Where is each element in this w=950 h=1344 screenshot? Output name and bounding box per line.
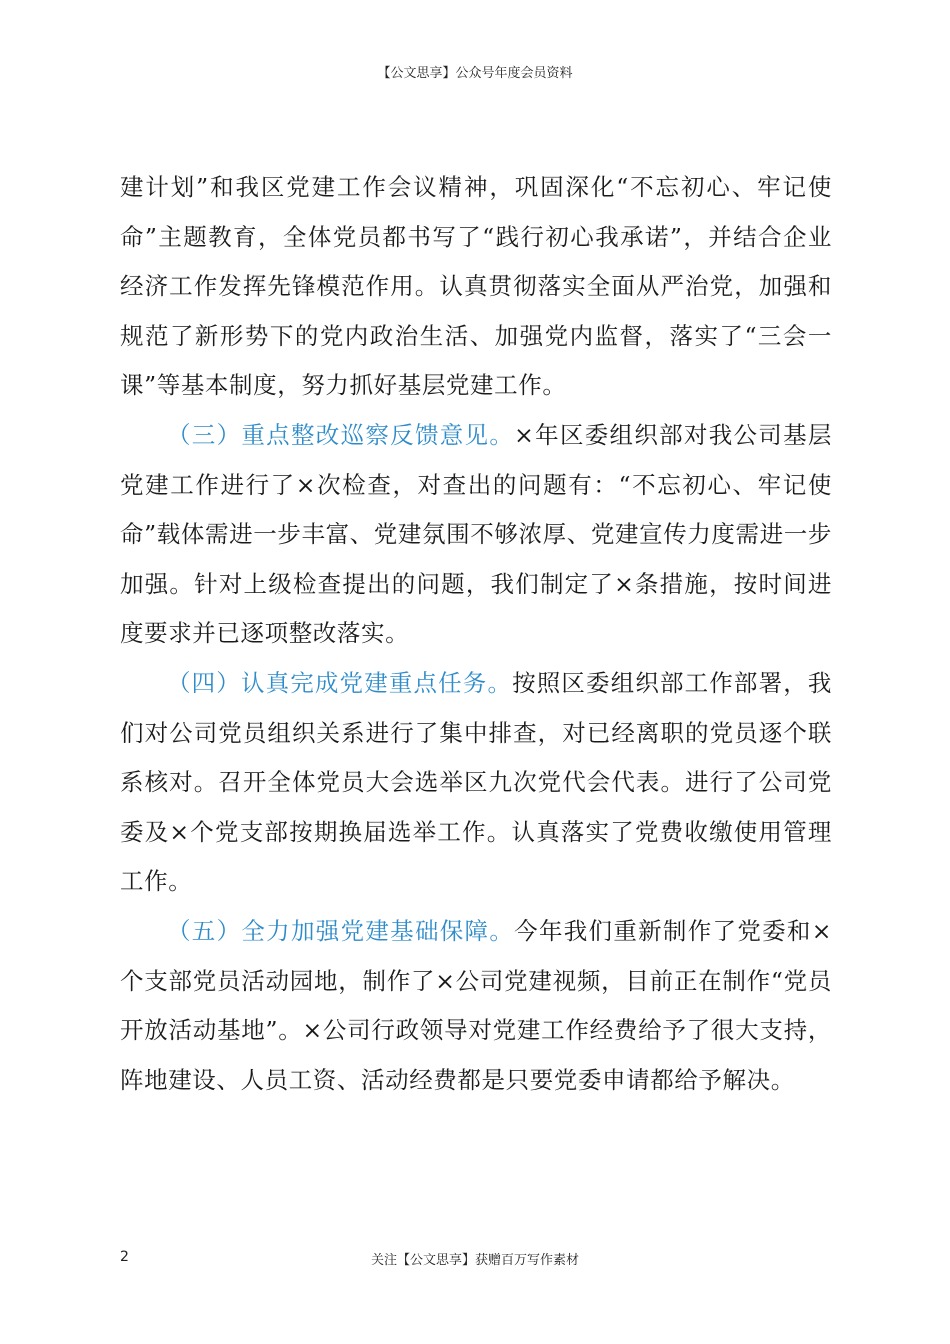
paragraph-text: 按照区委组织部工作部署，我们对公司党员组织关系进行了集中排查，对已经离职的党员逐个联系核对。召开全体党员大会选举区九次党代会代表。进行了公司党委及×个党支部按期换届选举工作。认真落实了党费收缴使用管理工作。	[120, 668, 832, 896]
section-heading: （五）全力加强党建基础保障。	[167, 916, 515, 945]
page-footer: 关注【公文思享】获赠百万写作素材	[370, 1253, 579, 1268]
section-heading: （四）认真完成党建重点任务。	[167, 668, 513, 697]
paragraph-text: 今年我们重新制作了党委和×个支部党员活动园地，制作了×公司党建视频，目前正在制作“党员开放活动基地”。×公司行政领导对党建工作经费给予了很大支持，阵地建设、人员工资、活动经费都是只要党委申请都给予解决。	[120, 916, 832, 1094]
paragraph-continuation	[120, 163, 832, 411]
paragraph-text: ×年区委组织部对我公司基层党建工作进行了×次检查，对查出的问题有：“不忘初心、牢记使命”载体需进一步丰富、党建氛围不够浓厚、党建宣传力度需进一步加强。针对上级检查提出的问题，我们制定了×条措施，按时间进度要求并已逐项整改落实。	[120, 420, 832, 648]
paragraph-section-3	[120, 411, 832, 659]
paragraph-section-5	[120, 907, 832, 1105]
document-body	[120, 163, 832, 1105]
page-header: 【公文思享】公众号年度会员资料	[377, 66, 573, 81]
paragraph-text: 建计划”和我区党建工作会议精神，巩固深化“不忘初心、牢记使命”主题教育，全体党员都书写了“践行初心我承诺”，并结合企业经济工作发挥先锋模范作用。认真贯彻落实全面从严治党，加强和规范了新形势下的党内政治生活、加强党内监督，落实了“三会一课”等基本制度，努力抓好基层党建工作。	[120, 173, 832, 400]
paragraph-section-4	[120, 659, 832, 907]
page-number: 2	[120, 1249, 129, 1265]
section-heading: （三）重点整改巡察反馈意见。	[167, 420, 515, 449]
